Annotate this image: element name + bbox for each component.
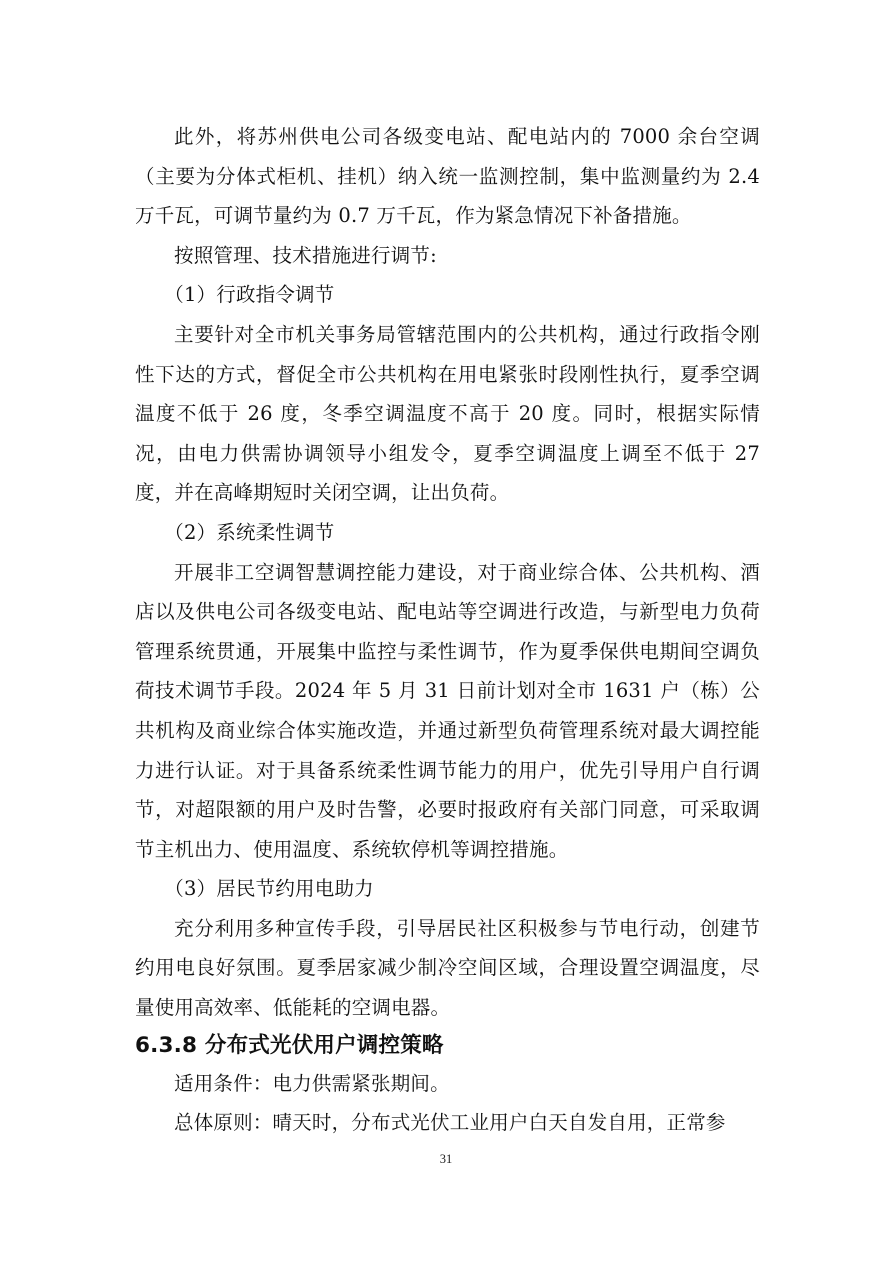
page-number: 31 [439,1152,453,1166]
paragraph-regulation-intro: 按照管理、技术措施进行调节: [174,243,437,267]
subheading-residential: （3）居民节约用电助力 [164,877,374,901]
document-body [135,117,760,1143]
paragraph-residential: 充分利用多种宣传手段，引导居民社区积极参与节电行动，创建节约用电良好氛围。夏季居家减少制冷空间区域，合理设置空调温度，尽量使用高效率、低能耗的空调电器。 [135,916,760,1020]
paragraph-flexible: 开展非工空调智慧调控能力建设，对于商业综合体、公共机构、酒店以及供电公司各级变电站、配电站等空调进行改造，与新型电力负荷管理系统贯通，开展集中监控与柔性调节，作为夏季保供电期间空调负荷技术调节手段。2024 年 5 月 31 日前计划对全市 1631 户（栋）公共机构及商业综合体实施改造，并通过新型负荷管理系统对最大调控能力进行认证。对于具备系统柔性调节能力的用户，优先引导用户自行调节，对超限额的用户及时告警，必要时报政府有关部门同意，可采取调节主机出力、使用温度、系统软停机等调控措施。 [135,560,760,861]
subheading-flexible: （2）系统柔性调节 [164,520,335,544]
paragraph-principle: 总体原则：晴天时，分布式光伏工业用户白天自发自用，正常参 [174,1111,726,1135]
paragraph-administrative: 主要针对全市机关事务局管辖范围内的公共机构，通过行政指令刚性下达的方式，督促全市公共机构在用电紧张时段刚性执行，夏季空调温度不低于 26 度，冬季空调温度不高于 20 度。同时，根据实际情况，由电力供需协调领导小组发令，夏季空调温度上调至不低于 27 度，并在高峰期短时关闭空调，让出负荷。 [135,322,760,505]
subheading-administrative: （1）行政指令调节 [164,283,335,307]
paragraph-conditions: 适用条件：电力供需紧张期间。 [174,1071,450,1095]
section-heading: 6.3.8 分布式光伏用户调控策略 [135,1032,444,1058]
paragraph-substation-ac: 此外，将苏州供电公司各级变电站、配电站内的 7000 余台空调（主要为分体式柜机、挂机）纳入统一监测控制，集中监测量约为 2.4 万千瓦，可调节量约为 0.7 万千瓦，作为紧急情况下补备措施。 [135,125,760,228]
